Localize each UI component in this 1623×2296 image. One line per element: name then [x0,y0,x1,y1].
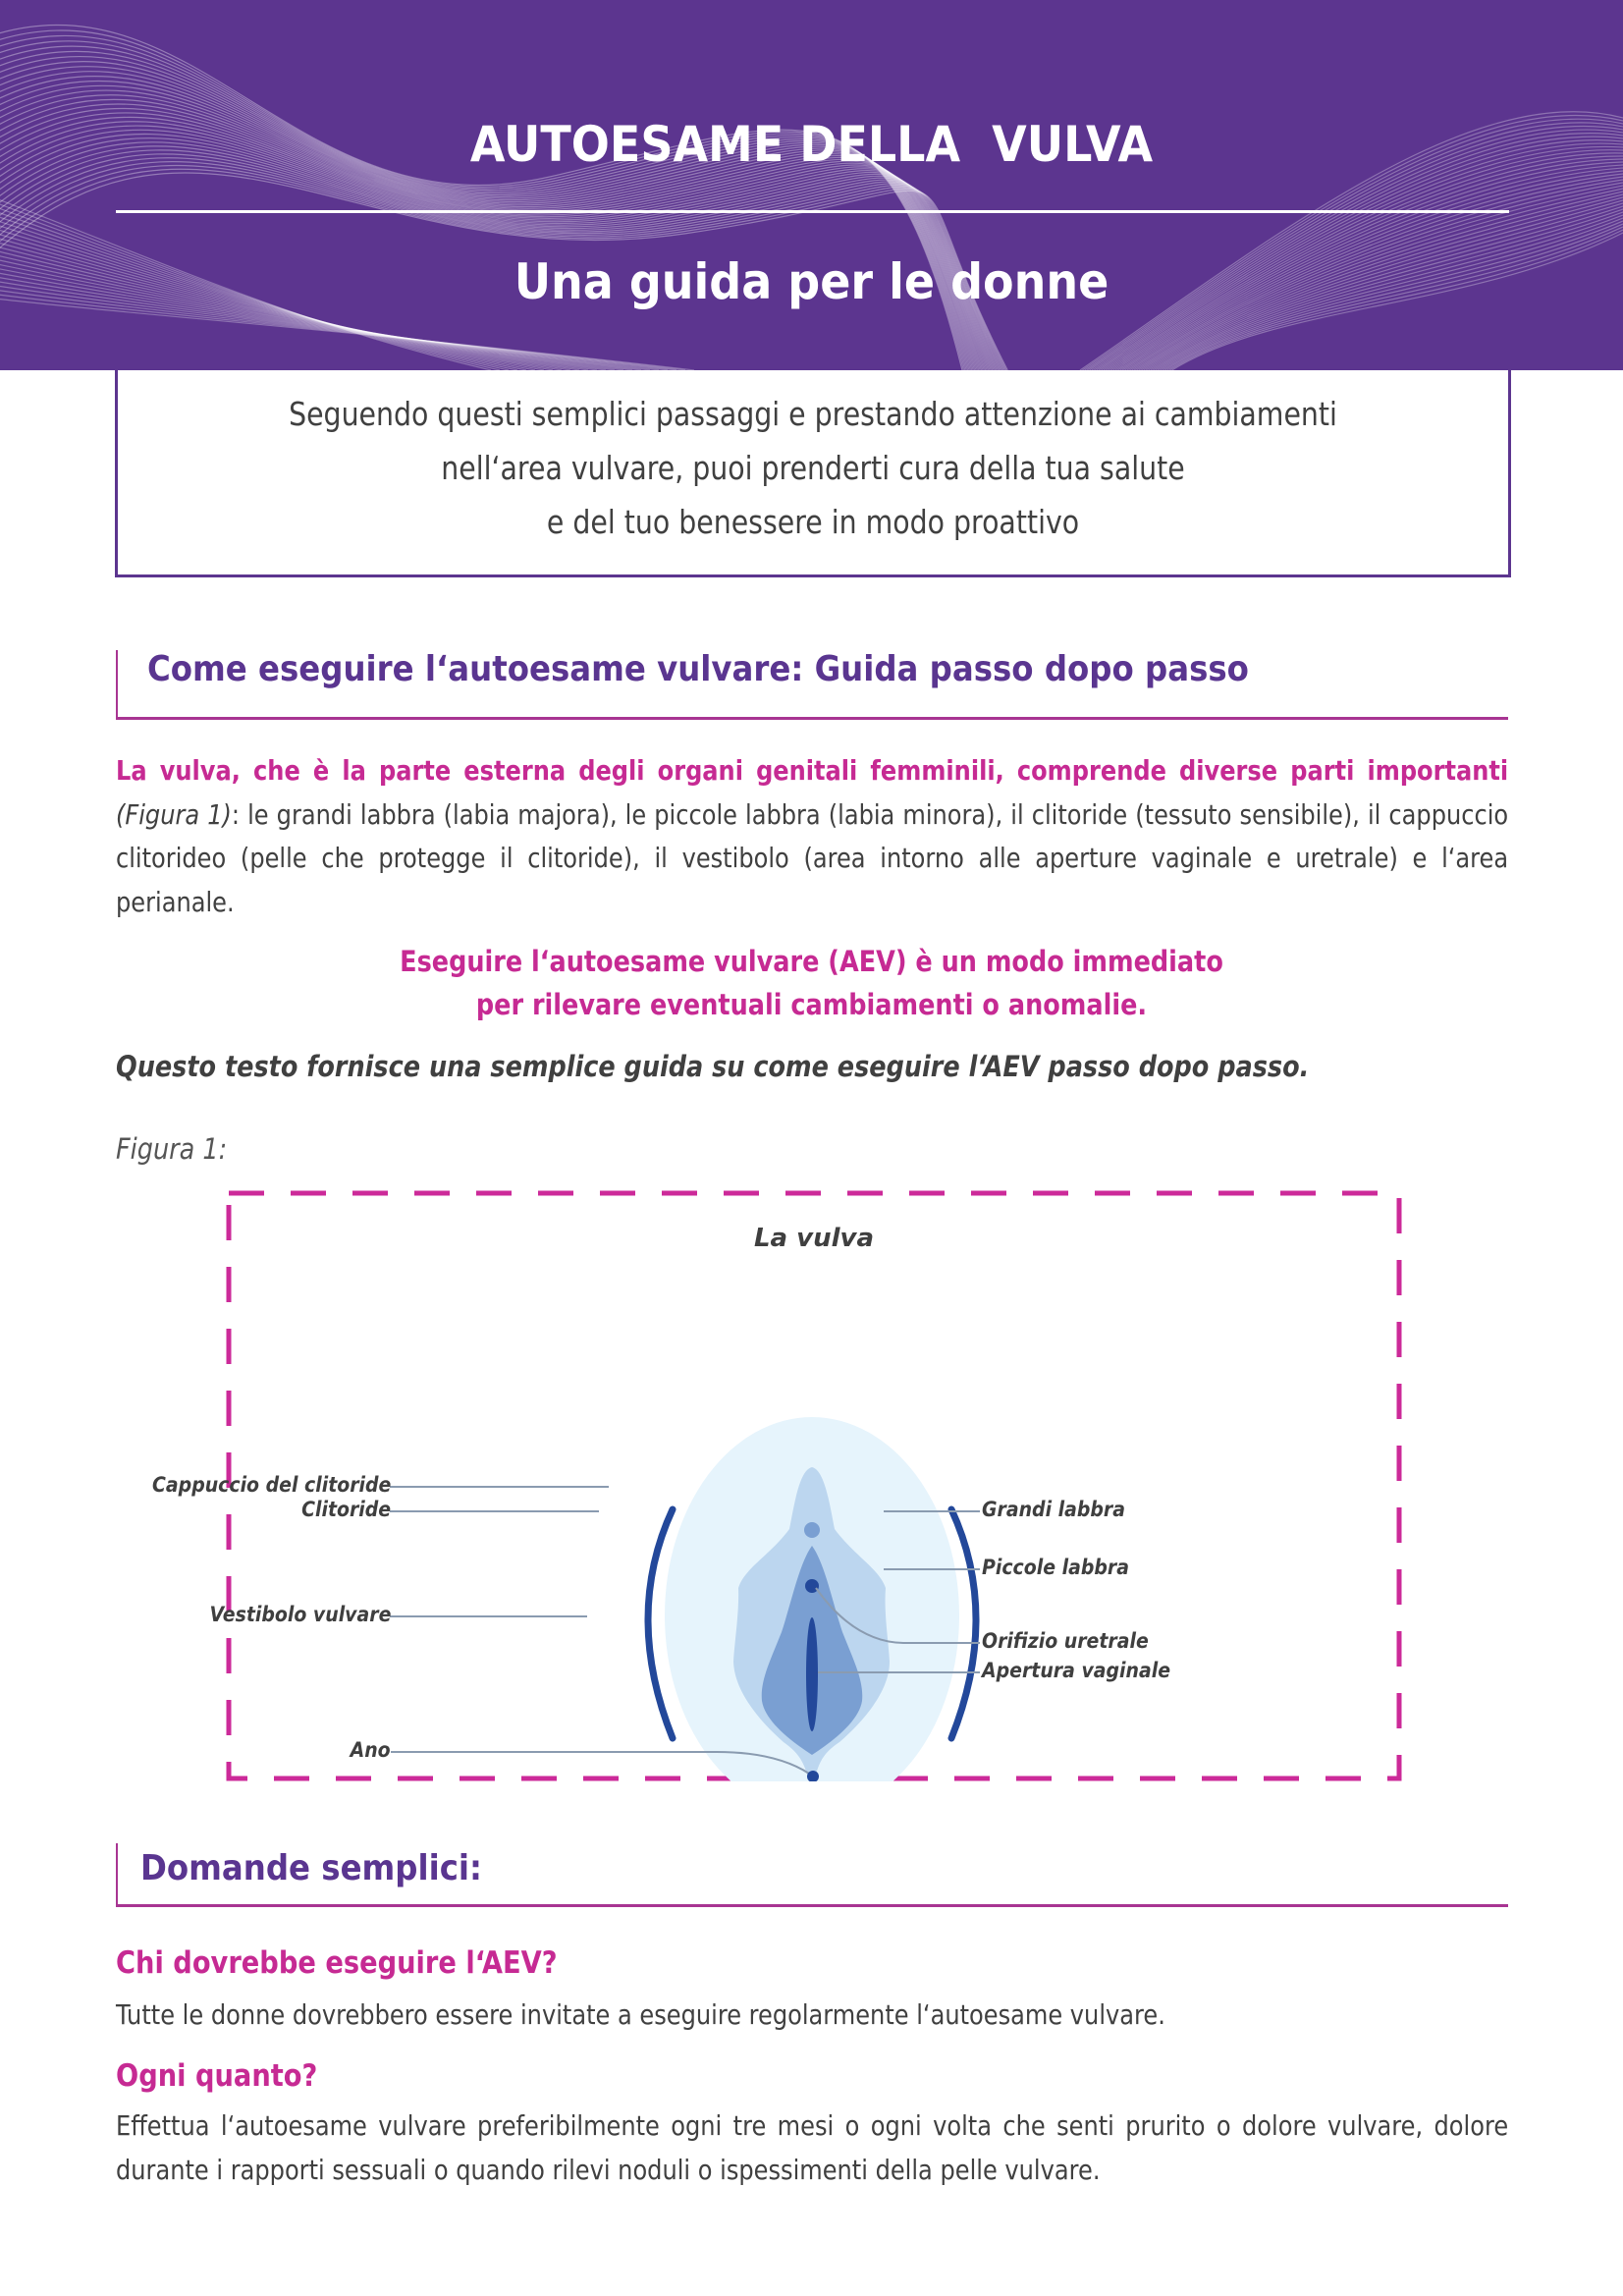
intro-line: e del tuo benessere in modo proattivo [546,503,1080,541]
title-divider [116,210,1509,213]
label-labia-majora: Grandi labbra [982,1498,1125,1521]
callout-line: Eseguire l‘autoesame vulvare (AEV) è un modo immediato [400,945,1223,978]
guide-statement: Questo testo fornisce una semplice guida su come eseguire l‘AEV passo dopo passo. [116,1050,1310,1083]
paragraph-body: : le grandi labbra (labia majora), le piccole labbra (labia minora), il clitoride (tessuto sensibile), il cappuccio clitorideo (pelle che protegge il clitoride), il vestibolo (area intorno alle aperture vaginale e uretrale) e l‘area perianale. [116,797,1509,918]
label-labia-minora: Piccole labbra [982,1556,1129,1579]
intro-line: Seguendo questi semplici passaggi e prestando attenzione ai cambiamenti [289,395,1337,433]
vaginal-opening-shape [806,1617,818,1731]
intro-line: nell‘area vulvare, puoi prenderti cura della tua salute [441,449,1185,487]
figure-vulva-diagram [151,1190,1402,1781]
wave-pattern-decoration [0,0,1623,370]
intro-text [213,387,1414,549]
paragraph-lead: La vulva, che è la parte esterna degli organi genitali femminili, comprende diverse parti importanti [116,754,1509,787]
intro-paragraph [116,749,1508,924]
page-title: AUTOESAME DELLA VULVA [469,116,1154,173]
label-urethral-orifice: Orifizio uretrale [982,1629,1149,1653]
section-heading-questions: Domande semplici: [140,1848,482,1888]
label-vaginal-opening: Apertura vaginale [982,1659,1171,1682]
answer-text: Tutte le donne dovrebbero essere invitate a eseguire regolarmente l‘autoesame vulvare. [116,1998,1165,2031]
figure-title: La vulva [753,1224,875,1253]
answer-how-often [116,2105,1508,2192]
page-subtitle: Una guida per le donne [514,253,1109,310]
figure-caption: Figura 1: [116,1132,228,1166]
callout-text [97,940,1526,1026]
question-how-often: Ogni quanto? [116,2058,318,2094]
figure-reference: (Figura 1) [116,797,232,831]
question-who: Chi dovrebbe eseguire l‘AEV? [116,1945,558,1981]
diagram-svg [226,1190,1402,1781]
answer-who [116,1994,1508,2038]
section-heading-how-to: Come eseguire l‘autoesame vulvare: Guida passo dopo passo [147,649,1249,689]
label-vestibule: Vestibolo vulvare [209,1603,391,1626]
label-anus: Ano [350,1738,391,1762]
label-clitoris: Clitoride [301,1498,391,1521]
label-clitoral-hood: Cappuccio del clitoride [151,1473,391,1497]
clitoris-shape [804,1522,820,1538]
header-banner [0,0,1623,370]
callout-line: per rilevare eventuali cambiamenti o anomalie. [475,988,1148,1021]
answer-text: Effettua l‘autoesame vulvare preferibilmente ogni tre mesi o ogni volta che senti prurito o dolore vulvare, dolore durante i rapporti sessuali o quando rilevi noduli o ispessimenti della pelle vulvare. [116,2109,1509,2186]
